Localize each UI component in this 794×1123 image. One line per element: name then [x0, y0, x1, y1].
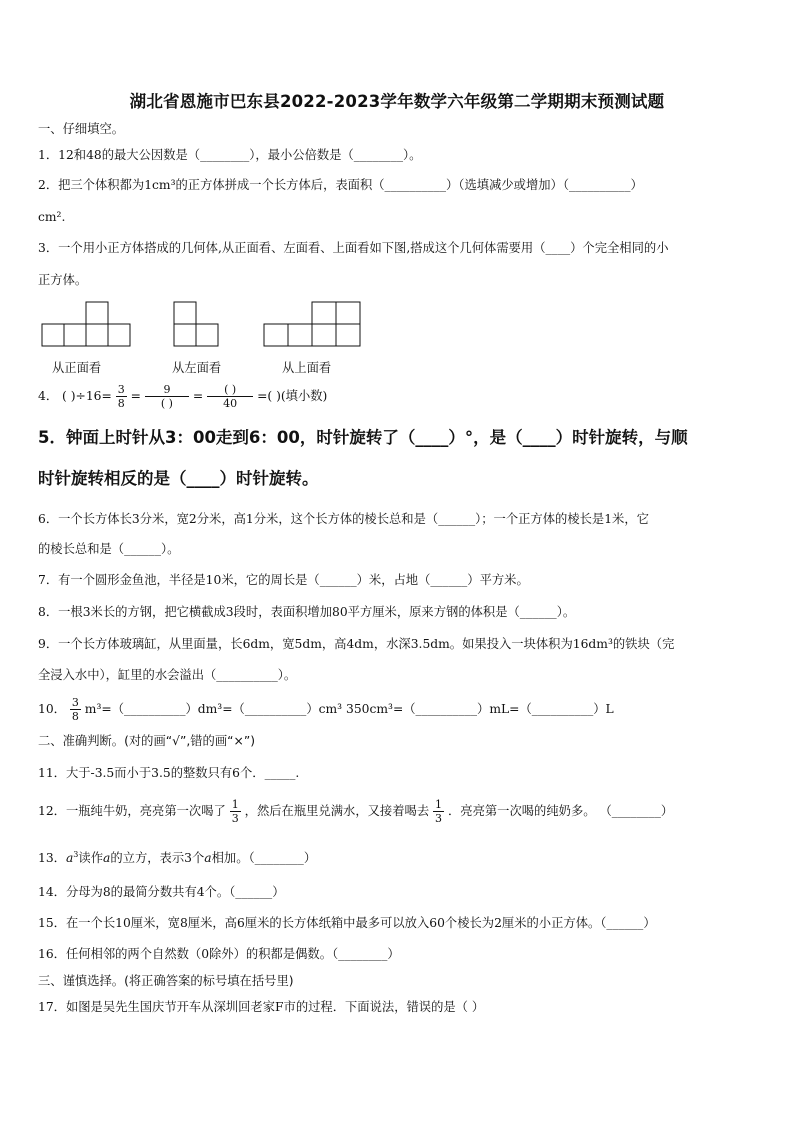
question-7: 7．有一个圆形金鱼池，半径是10米，它的周长是（______）米，占地（______）平方米。 — [38, 573, 529, 587]
q10-rest: m³=（__________）dm³=（__________）cm³ 350cm³=（__________）mL=（__________）L — [84, 702, 614, 716]
question-4 — [38, 383, 327, 410]
left-view-label: 从左面看 — [172, 361, 222, 375]
q4-equals-1: = — [130, 389, 141, 403]
question-8: 8．一根3米长的方钢，把它横截成3段时，表面积增加80平方厘米，原来方钢的体积是（______）。 — [38, 605, 576, 619]
q4-frac3-numerator: ( ) — [207, 383, 253, 397]
question-3: 3．一个用小正方体搭成的几何体,从正面看、左面看、上面看如下图,搭成这个几何体需要用（____）个完全相同的小 — [38, 241, 669, 255]
q12-frac2-denominator: 3 — [435, 812, 443, 825]
question-2: 2．把三个体积都为1cm³的正方体拼成一个长方体后，表面积（__________）（选填减少或增加）（__________） — [38, 178, 643, 192]
q10-number: 10． — [38, 702, 66, 716]
page-title: 湖北省恩施市巴东县2022-2023学年数学六年级第二学期期末预测试题 — [129, 92, 665, 111]
question-3-cont: 正方体。 — [38, 273, 88, 287]
q12-text-c: ．亮亮第一次喝的纯奶多。 （________） — [447, 804, 674, 818]
question-6-cont: 的棱长总和是（______）。 — [38, 542, 180, 556]
q10-numerator: 3 — [71, 696, 79, 709]
q13-exponent: 3 — [73, 850, 79, 859]
question-11: 11．大于-3.5而小于3.5的整数只有6个．_____. — [38, 766, 300, 780]
three-view-figure — [38, 298, 378, 378]
question-1: 1．12和48的最大公因数是（________），最小公倍数是（________）。 — [38, 148, 422, 162]
q4-fraction-2 — [145, 383, 189, 410]
q12-fraction-2 — [433, 798, 444, 825]
q10-denominator: 8 — [71, 710, 79, 723]
top-view-label: 从上面看 — [282, 361, 332, 375]
q4-frac2-denominator: ( ) — [160, 397, 173, 410]
question-9-cont: 全浸入水中），缸里的水会溢出（__________）。 — [38, 668, 297, 682]
q4-fraction-3 — [207, 383, 253, 410]
q4-blank: ( )÷16= — [62, 389, 112, 403]
q4-tail: =( )(填小数) — [257, 389, 328, 403]
q12-frac1-numerator: 1 — [231, 798, 239, 811]
q4-number: 4． — [38, 389, 59, 403]
question-6: 6．一个长方体长3分米，宽2分米，高1分米，这个长方体的棱长总和是（______）；一个正方体的棱长是1米，它 — [38, 512, 649, 526]
section-heading-3: 三、谨慎选择。(将正确答案的标号填在括号里) — [38, 974, 294, 988]
q4-fraction-1 — [116, 383, 127, 410]
question-17: 17．如图是吴先生国庆节开车从深圳回老家F市的过程．下面说法，错误的是（ ） — [38, 1000, 485, 1014]
q12-frac2-numerator: 1 — [435, 798, 443, 811]
question-2-unit: cm². — [38, 210, 66, 224]
question-5: 5．钟面上时针从3：00走到6：00，时针旋转了（____）°，是（____）时针旋转，与顺 — [38, 428, 688, 447]
q12-text-a: 12．一瓶纯牛奶，亮亮第一次喝了 — [38, 804, 226, 818]
q12-fraction-1 — [230, 798, 241, 825]
three-view-diagram — [38, 298, 378, 358]
q10-fraction — [70, 696, 81, 723]
front-view-label: 从正面看 — [52, 361, 102, 375]
question-10 — [38, 696, 614, 723]
q12-frac1-denominator: 3 — [231, 812, 239, 825]
question-15: 15．在一个长10厘米，宽8厘米，高6厘米的长方体纸箱中最多可以放入60个棱长为2厘米的小正方体。（______） — [38, 916, 656, 930]
q12-text-b: ，然后在瓶里兑满水，又接着喝去 — [244, 804, 430, 818]
q13-number: 13． — [38, 851, 66, 866]
q13-variable-3: a — [204, 851, 212, 866]
q4-frac1-numerator: 3 — [117, 383, 125, 396]
q4-frac2-numerator: 9 — [145, 383, 189, 397]
q4-frac1-denominator: 8 — [117, 397, 125, 410]
q13-variable: a — [65, 851, 74, 866]
question-12 — [38, 798, 673, 825]
question-14: 14．分母为8的最简分数共有4个。（______） — [38, 885, 285, 899]
question-9: 9．一个长方体玻璃缸，从里面量，长6dm，宽5dm，高4dm，水深3.5dm。如果投入一块体积为16dm³的铁块（完 — [38, 637, 675, 651]
question-5-cont: 时针旋转相反的是（____）时针旋转。 — [38, 469, 319, 488]
q4-equals-2: = — [192, 389, 204, 403]
q13-tail-1: 的立方，表示3个 — [110, 851, 205, 866]
q13-tail-2: 相加。（________） — [211, 851, 317, 866]
q4-frac3-denominator: 40 — [223, 397, 238, 410]
section-heading-1: 一、仔细填空。 — [38, 122, 125, 136]
question-13 — [38, 847, 316, 866]
section-heading-2: 二、准确判断。(对的画“√”,错的画“×”) — [38, 734, 255, 748]
q13-variable-2: a — [103, 851, 111, 866]
question-16: 16．任何相邻的两个自然数（0除外）的积都是偶数。（________） — [38, 947, 400, 961]
q13-mid: 读作 — [78, 851, 103, 866]
